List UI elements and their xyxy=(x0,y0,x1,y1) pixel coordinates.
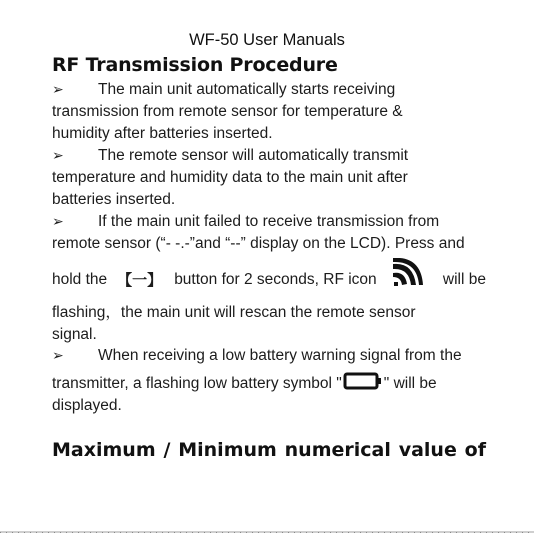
bullet-arrow: ➢ xyxy=(52,348,64,364)
p4-line3: displayed. xyxy=(52,397,122,414)
low-battery-icon xyxy=(343,372,383,395)
page-header: WF-50 User Manuals xyxy=(189,31,345,49)
p3-line2: remote sensor (“- -.-”and “--” display on the LCD). Press and xyxy=(52,235,465,252)
p3-line4: flashing，the main unit will rescan the remote sensor xyxy=(52,304,416,321)
bullet-arrow: ➢ xyxy=(52,82,64,98)
section-title: RF Transmission Procedure xyxy=(52,54,338,76)
rf-signal-icon xyxy=(391,258,423,291)
p1-line3: humidity after batteries inserted. xyxy=(52,125,273,142)
p2-line2: temperature and humidity data to the main unit after xyxy=(52,169,408,186)
p2-line3: batteries inserted. xyxy=(52,191,176,208)
dash-button-label: 【一】 xyxy=(117,271,163,289)
p3-line5: signal. xyxy=(52,326,97,343)
p1-line1: ➢ The main unit automatically starts receiving xyxy=(52,81,396,98)
p1-line2: transmission from remote sensor for temperature & xyxy=(52,103,403,120)
p3-line1: ➢ If the main unit failed to receive transmission from xyxy=(52,213,440,230)
p4-line1: ➢ When receiving a low battery warning signal from the xyxy=(52,347,462,364)
p2-line1: ➢ The remote sensor will automatically transmit xyxy=(52,147,409,164)
section2-title: Maximum / Minimum numerical value of xyxy=(52,439,486,461)
p4-line2: transmitter, a flashing low battery symbol " " will be xyxy=(52,372,437,395)
bullet-arrow: ➢ xyxy=(52,214,64,230)
page-bottom-divider xyxy=(0,531,534,533)
p3-line3: hold the 【一】 button for 2 seconds, RF icon will be xyxy=(52,268,486,291)
bullet-arrow: ➢ xyxy=(52,148,64,164)
